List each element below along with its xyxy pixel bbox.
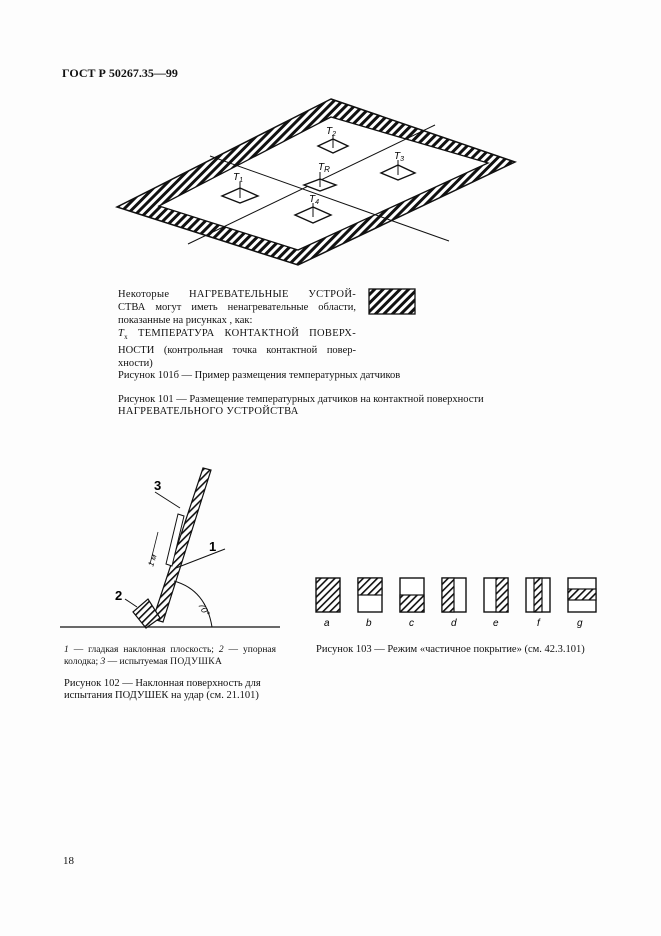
box-c xyxy=(400,578,424,612)
leader-3 xyxy=(155,492,180,508)
box-label-b: b xyxy=(366,618,372,629)
figure-101b-legend xyxy=(118,288,356,370)
stop-block xyxy=(133,599,160,628)
svg-text:T2: $T_2$ xyxy=(326,126,337,138)
label-tr: T xyxy=(318,162,325,173)
figure-101b-caption: Рисунок 101б — Пример размещения температурных датчиков xyxy=(118,370,401,381)
document-header: ГОСТ Р 50267.35—99 xyxy=(62,66,178,80)
figure-102-drawing xyxy=(60,468,280,628)
figure-102-caption: Рисунок 102 — Наклонная поверхность для испытания ПОДУШЕК на удар (см. 21.101) xyxy=(64,678,261,701)
box-label-c: c xyxy=(409,618,414,629)
box-label-g: g xyxy=(577,618,583,629)
box-label-e: e xyxy=(493,618,499,629)
page-number: 18 xyxy=(63,855,74,867)
legend-line-2: СТВА могут иметь ненагревательные области, xyxy=(118,302,356,313)
box-d xyxy=(442,578,466,612)
box-a xyxy=(316,578,340,612)
svg-text:T4: $T_4$ xyxy=(309,194,320,206)
label-t1: T xyxy=(233,172,240,183)
figure-103-boxes xyxy=(316,578,596,629)
inclined-plane xyxy=(153,468,211,622)
svg-text:T1: $T_1$ xyxy=(233,172,244,184)
svg-text:T3: $T_3$ xyxy=(394,151,405,163)
label-3: 3 xyxy=(154,478,162,493)
label-1: 1 xyxy=(209,539,217,554)
svg-text:TR: $T_R$ xyxy=(318,162,330,174)
box-e xyxy=(484,578,508,612)
legend-line-5: НОСТИ (контрольная точка контактной повер- xyxy=(118,345,356,357)
legend-line-3: показанные на рисунках , как: xyxy=(118,315,253,326)
legend-line-1: Некоторые НАГРЕВАТЕЛЬНЫЕ УСТРОЙ- xyxy=(118,289,356,300)
box-g xyxy=(568,578,596,612)
box-label-d: d xyxy=(451,618,457,629)
label-2: 2 xyxy=(115,588,123,603)
legend-line-6: хности) xyxy=(118,358,153,370)
leader-2 xyxy=(125,599,137,607)
label-t2: T xyxy=(326,126,333,137)
figure-101-caption: Рисунок 101 — Размещение температурных датчиков на контактной поверхности НАГРЕВАТЕЛЬНОГО УСТРОЙСТВА xyxy=(118,394,484,417)
label-angle: 70° xyxy=(196,601,212,618)
box-label-a: a xyxy=(324,618,330,629)
legend-hatch-swatch xyxy=(369,289,415,314)
box-f xyxy=(526,578,550,612)
label-t3: T xyxy=(394,151,401,162)
label-t4: T xyxy=(309,194,316,205)
box-b xyxy=(358,578,382,612)
legend-line-4: $T_x$ ТЕМПЕРАТУРА КОНТАКТНОЙ ПОВЕРХ- xyxy=(118,328,356,342)
label-length: 1 м xyxy=(146,553,159,568)
figure-102-legend: 1 — гладкая наклонная плоскость; 2 — упорная колодка; 3 — испытуемая ПОДУШКА xyxy=(64,645,276,667)
figure-103-caption: Рисунок 103 — Режим «частичное покрытие» (см. 42.3.101) xyxy=(316,644,585,655)
box-label-f: f xyxy=(537,618,540,629)
